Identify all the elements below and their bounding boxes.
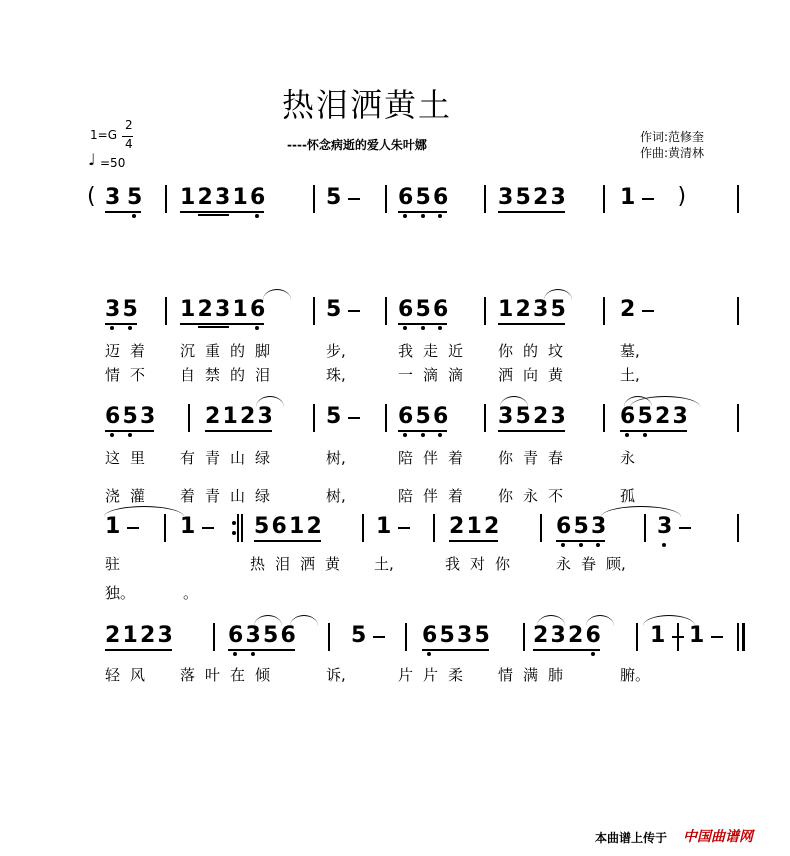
lyric-syllable: 黄 [548,366,564,384]
note: 1 [222,404,238,429]
lyric-syllable: 情 [498,666,514,684]
note: 3 [657,514,673,539]
octave-dot-below [128,433,132,437]
note: 2 [484,514,500,539]
note: 5 [573,514,589,539]
note: 1 [498,297,514,322]
footer-upload-text: 本曲谱上传于 [595,831,668,845]
note: 1 [466,514,482,539]
extension-dash [642,198,654,200]
note: 5 [439,623,455,648]
slur-arc [544,289,572,300]
lyric-syllable: 情 [105,366,121,384]
slur-arc [586,615,614,626]
lyric-syllable: 落 [180,666,196,684]
bar-line [484,404,486,432]
lyric-syllable: 向 [523,366,539,384]
lyric-syllable: 墓, [620,342,640,360]
slur-arc [643,615,695,626]
note: 5 [326,185,342,210]
note: 3 [550,623,566,648]
lyric-syllable: 叶 [205,666,221,684]
slur-arc [256,396,284,407]
note: 6 [556,514,572,539]
note: 6 [250,297,266,322]
bar-line [362,514,364,542]
octave-dot-below [438,433,442,437]
note: 5 [263,623,279,648]
lyric-syllable: 。 [183,584,199,602]
lyric-syllable: 对 [470,555,486,573]
octave-dot-below [255,214,259,218]
note: 6 [422,623,438,648]
lyric-syllable: 伴 [423,487,439,505]
note: 1 [376,514,392,539]
note: 5 [351,623,367,648]
bar-line [313,297,315,325]
bar-line [603,297,605,325]
octave-dot-below [255,326,259,330]
bar-line [385,404,387,432]
note: 3 [215,297,231,322]
note: 2 [655,404,671,429]
lyric-syllable: 里 [130,449,146,467]
beam-line [498,323,565,325]
note: 6 [280,623,296,648]
beam-line [449,540,498,542]
bar-line [737,623,739,651]
note: 2 [533,404,549,429]
lyric-syllable: 禁 [205,366,221,384]
site-logo: 中国曲谱网 [683,829,753,845]
lyric-syllable: 我 [445,555,461,573]
octave-dot-below [110,326,114,330]
note: 6 [250,185,266,210]
note: 5 [415,404,431,429]
note: 2 [568,623,584,648]
lyric-syllable: 片 [398,666,414,684]
note: 1 [650,623,666,648]
lyric-syllable: 你 [495,555,511,573]
note: 5 [326,404,342,429]
note: 6 [398,185,414,210]
beam-line [533,649,600,651]
octave-dot-below [662,543,666,547]
note: 2 [205,404,221,429]
note: 2 [533,623,549,648]
lyric-syllable: 在 [230,666,246,684]
note: 6 [398,297,414,322]
note: 6 [620,404,636,429]
lyric-syllable: 腑。 [620,666,651,684]
note: 3 [140,404,156,429]
lyric-syllable: 洒 [498,366,514,384]
lyric-syllable: 一 [398,366,414,384]
note: 1 [180,297,196,322]
lyric-syllable: 青 [205,487,221,505]
lyric-syllable: 泪 [275,555,291,573]
lyric-syllable: 滴 [423,366,439,384]
extension-dash [348,310,360,312]
lyric-syllable: 土, [374,555,394,573]
lyric-syllable: 着 [448,487,464,505]
slur-arc [500,396,528,407]
lyric-syllable: 着 [180,487,196,505]
lyricist-credit: 作词:范修奎 [640,130,705,144]
bar-line [523,623,525,651]
lyric-syllable: 永 [620,449,636,467]
lyric-syllable: 着 [448,449,464,467]
octave-dot-below [427,652,431,656]
octave-dot-below [625,433,629,437]
note: 5 [415,297,431,322]
lyric-syllable: 的 [523,342,539,360]
note: 5 [127,185,143,210]
quarter-note-icon: ♩ [88,150,96,169]
note: 5 [515,404,531,429]
note: 6 [585,623,601,648]
extension-dash [642,310,654,312]
note: 3 [245,623,261,648]
bar-line [636,623,638,651]
bar-line [484,185,486,213]
note: 2 [105,623,121,648]
slur-arc [104,506,184,517]
note: 3 [157,623,173,648]
extension-dash [348,198,360,200]
note: 6 [433,297,449,322]
lyric-syllable: 珠, [326,366,346,384]
lyric-syllable: 陪 [398,449,414,467]
note: 2 [240,404,256,429]
bar-line [385,297,387,325]
song-subtitle: ----怀念病逝的爱人朱叶娜 [287,138,427,152]
note: 2 [515,297,531,322]
extension-dash [672,636,684,638]
note: 5 [415,185,431,210]
close-paren: ) [677,184,687,209]
note: 3 [591,514,607,539]
lyric-syllable: 不 [130,366,146,384]
slur-arc [601,506,681,517]
bar-line [540,514,542,542]
lyric-syllable: 浇 [105,487,121,505]
bar-line [328,623,330,651]
lyric-syllable: 陪 [398,487,414,505]
lyric-syllable: 永 [523,487,539,505]
bar-line [405,623,407,651]
lyric-syllable: 你 [498,449,514,467]
lyric-syllable: 脚 [255,342,271,360]
lyric-syllable: 山 [230,487,246,505]
octave-dot-below [403,214,407,218]
lyric-syllable: 春 [548,449,564,467]
octave-dot-below [251,652,255,656]
bar-line [385,185,387,213]
lyric-syllable: 倾 [255,666,271,684]
beam-line [556,540,605,542]
bar-line [603,404,605,432]
beam-line [620,430,687,432]
lyric-syllable: 伴 [423,449,439,467]
beam-line [198,326,230,328]
note: 3 [215,185,231,210]
lyric-syllable: 肺 [548,666,564,684]
beam-line [498,211,565,213]
lyric-syllable: 满 [523,666,539,684]
beam-line [180,323,264,325]
beam-line [205,430,272,432]
octave-dot-below [561,543,565,547]
note: 5 [637,404,653,429]
lyric-syllable: 步, [326,342,346,360]
note: 6 [433,185,449,210]
octave-dot-below [643,433,647,437]
octave-dot-below [421,433,425,437]
note: 1 [105,514,121,539]
note: 1 [232,297,248,322]
beam-line [498,430,565,432]
final-bar-line [742,623,745,651]
lyric-syllable: 山 [230,449,246,467]
lyric-syllable: 的 [230,366,246,384]
lyric-syllable: 土, [620,366,640,384]
bar-line [737,185,739,213]
slur-arc [537,615,565,626]
beam-line [398,211,447,213]
note: 1 [180,185,196,210]
bar-line [213,623,215,651]
note: 5 [515,185,531,210]
note: 5 [254,514,270,539]
lyric-syllable: 泪 [255,366,271,384]
repeat-bar-line [241,514,243,542]
bar-line [644,514,646,542]
lyric-syllable: 走 [423,342,439,360]
octave-dot-below [233,652,237,656]
extension-dash [373,636,385,638]
note: 6 [105,404,121,429]
note: 5 [122,297,138,322]
beam-line [254,540,321,542]
note: 3 [498,404,514,429]
lyric-syllable: 诉, [326,666,346,684]
extension-dash [679,527,691,529]
note: 1 [289,514,305,539]
beam-line [228,649,295,651]
note: 3 [257,404,273,429]
note: 3 [498,185,514,210]
staff-line [0,185,790,235]
note: 3 [550,185,566,210]
lyric-syllable: 沉 [180,342,196,360]
lyric-syllable: 不 [548,487,564,505]
bar-line [737,404,739,432]
lyric-syllable: 你 [498,342,514,360]
bar-line [433,514,435,542]
note: 5 [550,297,566,322]
bar-line [165,185,167,213]
bar-line [164,514,166,542]
beam-line [105,211,141,213]
lyric-syllable: 树, [326,487,346,505]
repeat-dot [232,531,236,535]
note: 3 [105,297,121,322]
note: 1 [620,185,636,210]
lyric-syllable: 重 [205,342,221,360]
bar-line [165,297,167,325]
beam-line [105,649,172,651]
beam-line [422,649,489,651]
time-signature-bottom: 4 [125,137,133,151]
lyric-syllable: 驻 [105,555,121,573]
note: 5 [122,404,138,429]
extension-dash [127,527,139,529]
lyric-syllable: 近 [448,342,464,360]
note: 2 [197,185,213,210]
note: 5 [474,623,490,648]
composer-credit: 作曲:黄清林 [640,146,705,160]
lyric-syllable: 滴 [448,366,464,384]
lyric-syllable: 永 [556,555,572,573]
note: 3 [105,185,121,210]
lyric-syllable: 灌 [130,487,146,505]
bar-line [737,514,739,542]
lyric-syllable: 的 [230,342,246,360]
octave-dot-below [438,214,442,218]
note: 3 [457,623,473,648]
bar-line [484,297,486,325]
octave-dot-below [591,652,595,656]
lyric-syllable: 眷 [581,555,597,573]
note: 2 [449,514,465,539]
note: 3 [533,297,549,322]
note: 2 [533,185,549,210]
beam-line [198,214,230,216]
extension-dash [398,527,410,529]
octave-dot-below [128,326,132,330]
lyric-syllable: 坟 [548,342,564,360]
note: 1 [232,185,248,210]
note: 3 [672,404,688,429]
lyric-syllable: 片 [423,666,439,684]
time-signature-top: 2 [125,118,133,132]
extension-dash [348,417,360,419]
song-title: 热泪洒黄土 [282,86,453,124]
beam-line [105,430,154,432]
lyric-syllable: 我 [398,342,414,360]
lyric-syllable: 树, [326,449,346,467]
tempo-marking: =50 [100,156,126,170]
open-paren: ( [87,184,96,209]
note: 1 [689,623,705,648]
octave-dot-below [579,543,583,547]
bar-line [237,514,239,542]
octave-dot-below [596,543,600,547]
key-signature: 1=G [90,128,117,142]
bar-line [313,185,315,213]
note: 1 [122,623,138,648]
lyric-syllable: 风 [130,666,146,684]
lyric-syllable: 青 [205,449,221,467]
note: 2 [140,623,156,648]
extension-dash [202,527,214,529]
lyric-syllable: 顾, [606,555,626,573]
extension-dash [711,636,723,638]
lyric-syllable: 有 [180,449,196,467]
note: 2 [306,514,322,539]
bar-line [188,404,190,432]
note: 1 [180,514,196,539]
lyric-syllable: 黄 [325,555,341,573]
note: 6 [398,404,414,429]
octave-dot-below [132,214,136,218]
note: 2 [620,297,636,322]
lyric-syllable: 着 [130,342,146,360]
lyric-syllable: 独。 [105,584,136,602]
note: 2 [197,297,213,322]
bar-line [313,404,315,432]
octave-dot-below [403,326,407,330]
lyric-syllable: 洒 [300,555,316,573]
note: 3 [550,404,566,429]
lyric-syllable: 绿 [255,449,271,467]
beam-line [398,323,447,325]
octave-dot-below [110,433,114,437]
lyric-syllable: 柔 [448,666,464,684]
lyric-syllable: 青 [523,449,539,467]
bar-line [603,185,605,213]
lyric-syllable: 轻 [105,666,121,684]
lyric-syllable: 你 [498,487,514,505]
slur-arc [254,615,282,626]
octave-dot-below [421,214,425,218]
beam-line [105,323,137,325]
note: 5 [326,297,342,322]
lyric-syllable: 自 [180,366,196,384]
beam-line [180,211,264,213]
octave-dot-below [438,326,442,330]
lyric-syllable: 热 [250,555,266,573]
bar-line [737,297,739,325]
octave-dot-below [403,433,407,437]
note: 6 [433,404,449,429]
beam-line [398,430,447,432]
note: 6 [271,514,287,539]
repeat-dot [232,521,236,525]
lyric-syllable: 绿 [255,487,271,505]
lyric-syllable: 迈 [105,342,121,360]
lyric-syllable: 这 [105,449,121,467]
slur-arc [290,615,318,626]
octave-dot-below [421,326,425,330]
slur-arc [263,289,291,300]
note: 6 [228,623,244,648]
lyric-syllable: 孤 [620,487,636,505]
